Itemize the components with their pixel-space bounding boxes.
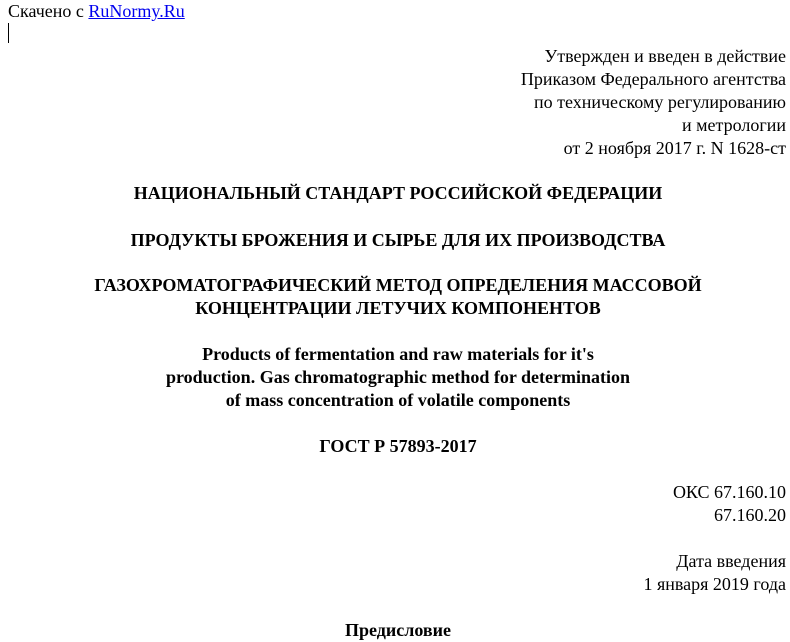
classification-block [673,481,786,527]
english-title-line: production. Gas chromatographic method for determination [166,367,630,387]
approval-line: от 2 ноября 2017 г. N 1628-ст [563,138,786,158]
downloaded-prefix: Скачено с [8,1,84,21]
introduction-date-line: 1 января 2019 года [643,574,786,594]
downloaded-from-line [8,0,185,23]
approval-line: и метрологии [682,115,786,135]
method-title [0,274,790,320]
english-title [0,343,790,412]
gost-number-text: ГОСТ Р 57893-2017 [319,436,477,456]
approval-line: по техническому регулированию [533,92,786,112]
preface-heading: Предисловие [345,620,451,640]
runormy-link[interactable]: RuNormy.Ru [88,1,185,21]
standard-title [0,182,790,205]
text-cursor [8,23,9,43]
classification-line: ОКС 67.160.10 [672,482,786,502]
introduction-date-line: Дата введения [676,551,786,571]
classification-line: 67.160.20 [714,505,786,525]
approval-line: Утвержден и введен в действие [544,46,786,66]
introduction-date-block [643,550,786,596]
products-title [0,229,790,252]
approval-line: Приказом Федерального агентства [520,69,786,89]
products-title-text: ПРОДУКТЫ БРОЖЕНИЯ И СЫРЬЕ ДЛЯ ИХ ПРОИЗВОДСТВА [130,230,666,250]
english-title-line: of mass concentration of volatile components [225,390,571,410]
method-title-line: КОНЦЕНТРАЦИИ ЛЕТУЧИХ КОМПОНЕНТОВ [195,298,601,318]
method-title-line: ГАЗОХРОМАТОГРАФИЧЕСКИЙ МЕТОД ОПРЕДЕЛЕНИЯ МАССОВОЙ [94,275,702,295]
approval-block [521,45,786,160]
gost-number [0,435,790,458]
english-title-line: Products of fermentation and raw materials for it's [202,344,594,364]
standard-title-text: НАЦИОНАЛЬНЫЙ СТАНДАРТ РОССИЙСКОЙ ФЕДЕРАЦИИ [133,183,663,203]
